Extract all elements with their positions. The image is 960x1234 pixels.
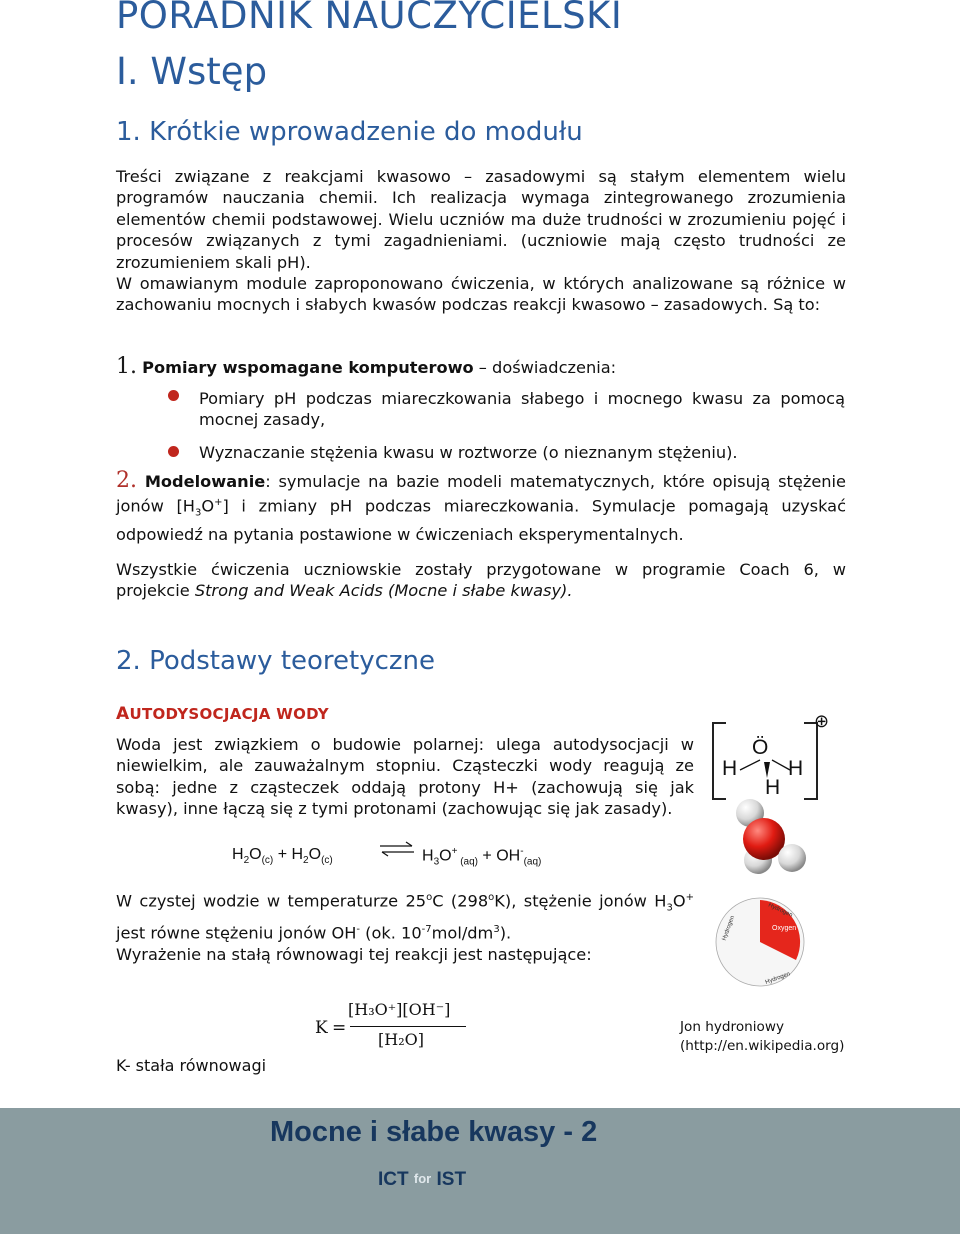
formula-denominator: [H₂O]: [378, 1030, 424, 1049]
list-number: 2.: [116, 468, 137, 493]
bracket-right: [804, 722, 818, 800]
hydrogen-left: H: [722, 757, 738, 780]
bullet-dot-icon: [168, 390, 179, 401]
electron-density-icon: [712, 894, 808, 990]
equilibrium-arrows-icon: [378, 841, 416, 857]
water-paragraph: Woda jest związkiem o budowie polarnej: ulega autodysocjacji w niewielkim, ale zauważalnym stopniu. Cząsteczki wody reagują ze sobą: jedne z cząsteczek oddają protony H+ (zachowują się jak kwasy), inne łączą się z tymi protonami (zachowując się jak zasady).: [116, 735, 694, 819]
section-heading-1: 1. Krótkie wprowadzenie do modułu: [116, 117, 583, 147]
hydrogen-label: Hydrogen: [764, 971, 792, 986]
oxygen-label: Oxygen: [772, 925, 797, 932]
list-item-text: – doświadczenia:: [473, 358, 617, 377]
hydrogen-right: H: [788, 757, 804, 780]
hydrogen-bottom: H: [765, 776, 781, 799]
reaction-equation: $H_2O_{(c)} + H_2O_{(c)}$: [232, 846, 333, 867]
bullet-item: Wyznaczanie stężenia kwasu w roztworze (o nieznanym stężeniu).: [199, 443, 738, 462]
list-item-bold: Modelowanie: [144, 472, 266, 491]
pure-water-paragraph: W czystej wodzie w temperaturze 25$^o$C (298$^o$K), stężenie jonów $H_3O^+$ jest równe stężeniu jonów OH- (ok. $10^{-7}mol/dm^3$). Wyrażenie na stałą równowagi tej reakcji jest następujące:: [116, 891, 694, 964]
list-item-1: [116, 354, 616, 379]
positive-charge-icon: ⊕: [814, 711, 830, 732]
reaction-products: $H_3O^+$ $_{(aq)} + OH^-_{(aq)}$: [422, 846, 542, 868]
ball-model-icon: [720, 796, 810, 891]
formula-numerator: [H₃O⁺][OH⁻]: [348, 1000, 451, 1019]
bonds-icon: [736, 748, 796, 780]
formula-k: K: [315, 1018, 328, 1038]
formula-equals: =: [332, 1018, 347, 1038]
chapter-title: I. Wstęp: [116, 50, 268, 93]
footer-logo: ICT for IST: [378, 1169, 467, 1190]
bullet-dot-icon: [168, 446, 179, 457]
list-item-2: 2. Modelowanie: symulacje na bazie modeli matematycznych, które opisują stężenie jonów $[H_3O^+]$ i zmiany pH podczas miareczkowania. Symulacje pomagają uzyskać odpowiedź na pytania postawione w ćwiczeniach eksperymentalnych.: [116, 468, 846, 545]
section-heading-2: 2. Podstawy teoretyczne: [116, 646, 436, 676]
list-item-bold: Pomiary wspomagane komputerowo: [142, 358, 474, 377]
hydrogen-label: Hydrogen: [767, 902, 794, 919]
subheading-autodysocjacja: AUTODYSOCJACJA WODY: [116, 704, 329, 724]
modules-paragraph: W omawianym module zaproponowano ćwiczenia, w których analizowane są różnice w zachowaniu mocnych i słabych kwasów podczas reakcji kwasowo – zasadowych. Są to:: [116, 274, 846, 315]
hydrogen-label: Hydrogen: [721, 915, 737, 942]
oxygen-atom: Ö: [752, 736, 769, 759]
list-number: 1.: [116, 354, 137, 379]
k-label: K- stała równowagi: [116, 1056, 267, 1075]
intro-paragraph: Treści związane z reakcjami kwasowo – zasadowymi są stałym elementem wielu programów nauczania chemii. Ich realizacja wymaga zintegrowanego zrozumienia elementów chemii podstawowej. Wielu uczniów ma duże trudności w zrozumieniu pojęć i procesów związanych z tymi zagadnieniami. (uczniowie mają często trudności ze zrozumieniem skali pH).: [116, 167, 846, 272]
closing-paragraph: Wszystkie ćwiczenia uczniowskie zostały przygotowane w programie Coach 6, w projekcie Strong and Weak Acids (Mocne i słabe kwasy).: [116, 560, 846, 601]
page-title: PORADNIK NAUCZYCIELSKI: [116, 0, 623, 37]
fraction-line: [350, 1026, 466, 1027]
bullet-item: Pomiary pH podczas miareczkowania słabego i mocnego kwasu za pomocą mocnej zasady,: [199, 389, 845, 430]
footer-title: Mocne i słabe kwasy - 2: [270, 1116, 598, 1148]
figure-caption: Jon hydroniowy (http://en.wikipedia.org): [680, 1019, 845, 1054]
